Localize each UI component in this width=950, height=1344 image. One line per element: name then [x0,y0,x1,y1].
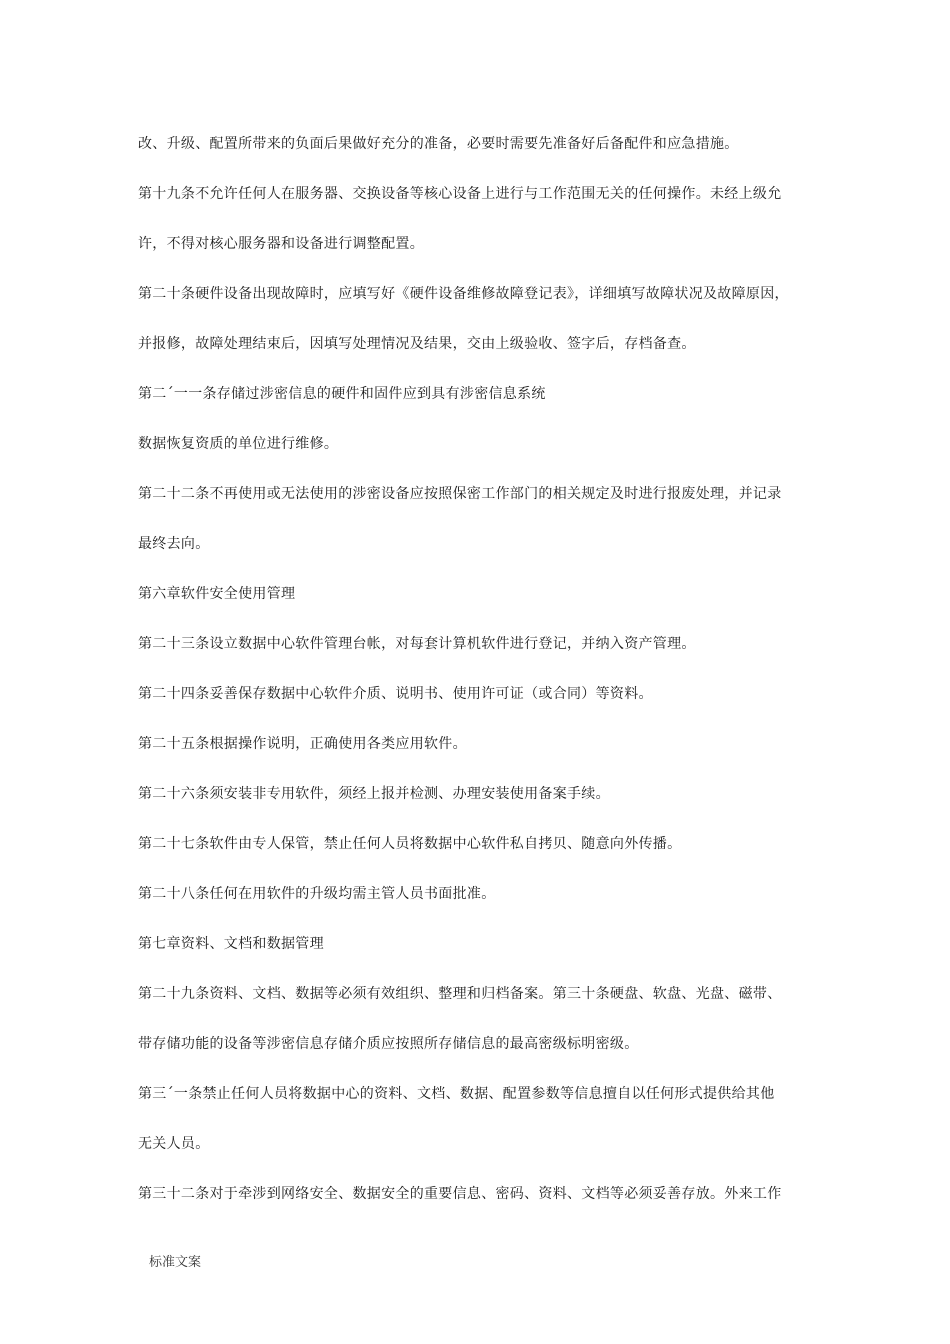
body-line: 带存储功能的设备等涉密信息存储介质应按照所存储信息的最高密级标明密级。 [138,1036,639,1052]
body-line: 第二十七条软件由专人保管，禁止任何人员将数据中心软件私自拷贝、随意向外传播。 [138,836,682,852]
body-line: 第十九条不允许任何人在服务器、交换设备等核心设备上进行与工作范围无关的任何操作。未经上级允 [138,186,782,202]
body-line: 第二十三条设立数据中心软件管理台帐，对每套计算机软件进行登记，并纳入资产管理。 [138,636,696,652]
body-line: 第三ˊ一条禁止任何人员将数据中心的资料、文档、数据、配置参数等信息擅自以任何形式提供给其他 [138,1086,775,1102]
body-line: 第二十九条资料、文档、数据等必须有效组织、整理和归档备案。第三十条硬盘、软盘、光盘、磁带、 [138,986,782,1002]
body-line: 数据恢复资质的单位进行维修。 [138,436,339,452]
body-line: 无关人员。 [138,1136,210,1152]
body-line: 改、升级、配置所带来的负面后果做好充分的准备，必要时需要先准备好后备配件和应急措施。 [138,136,739,152]
body-line: 第二十二条不再使用或无法使用的涉密设备应按照保密工作部门的相关规定及时进行报废处理，并记录 [138,486,782,502]
chapter-heading: 第七章资料、文档和数据管理 [138,936,324,952]
body-line: 第二十八条任何在用软件的升级均需主管人员书面批准。 [138,886,496,902]
body-line: 第二十六条须安装非专用软件，须经上报并检测、办理安装使用备案手续。 [138,786,610,802]
body-line: 并报修，故障处理结束后，因填写处理情况及结果，交由上级验收、签字后，存档备查。 [138,336,696,352]
chapter-heading: 第六章软件安全使用管理 [138,586,296,602]
body-line: 第二十四条妥善保存数据中心软件介质、说明书、使用许可证（或合同）等资料。 [138,686,653,702]
page-footer: 标准文案 [149,1255,202,1270]
body-line: 第三十二条对于牵涉到网络安全、数据安全的重要信息、密码、资料、文档等必须妥善存放。外来工作 [138,1186,782,1202]
body-line: 第二十五条根据操作说明，正确使用各类应用软件。 [138,736,467,752]
body-line: 最终去向。 [138,536,210,552]
body-line: 第二十条硬件设备出现故障时，应填写好《硬件设备维修故障登记表》，详细填写故障状况及故障原因， [138,286,789,302]
body-line: 许，不得对核心服务器和设备进行调整配置。 [138,236,424,252]
body-line: 第二ˊ一一条存储过涉密信息的硬件和固件应到具有涉密信息系统 [138,386,546,402]
